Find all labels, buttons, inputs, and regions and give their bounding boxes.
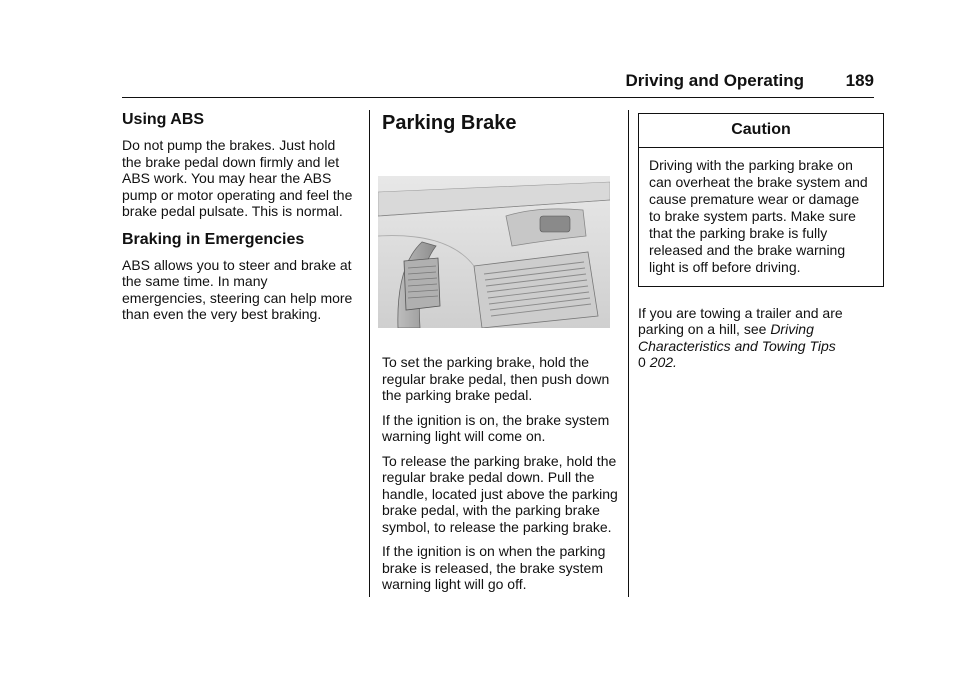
column-divider-right xyxy=(628,110,629,597)
page-reference-symbol: 0 xyxy=(638,354,646,370)
caution-box xyxy=(638,113,884,287)
parking-brake-paragraph-2: If the ignition is on, the brake system warning light will come on. xyxy=(382,411,610,444)
towing-paragraph xyxy=(638,305,882,371)
towing-reference-link[interactable]: Driving Characteristics and Towing Tips xyxy=(638,321,836,354)
towing-reference-suffix: . xyxy=(673,354,677,370)
column-divider-left xyxy=(369,110,370,597)
column-3 xyxy=(638,113,882,379)
header-page-number: 189 xyxy=(845,71,874,90)
header-rule xyxy=(122,97,874,98)
column-2 xyxy=(382,110,618,601)
parking-brake-paragraph-4: If the ignition is on when the parking brake is released, the brake system warning light will go off. xyxy=(382,543,606,592)
header-section-title: Driving and Operating xyxy=(625,71,804,90)
braking-emergencies-text: ABS allows you to steer and brake at the same time. In many emergencies, steering can help more than even the very best braking. xyxy=(122,256,353,322)
parking-brake-paragraph-1: To set the parking brake, hold the regular brake pedal, then push down the parking brake pedal. xyxy=(382,354,610,403)
parking-brake-paragraph-3: To release the parking brake, hold the regular brake pedal down. Pull the handle, located just above the parking brake pedal, with the parking brake symbol, to release the parking brake. xyxy=(382,452,618,535)
parking-brake-pedal-illustration xyxy=(378,176,610,328)
towing-reference-page[interactable]: 202 xyxy=(649,354,674,370)
caution-text: Driving with the parking brake on can overheat the brake system and cause premature wear or damage to brake system parts. Make sure that the parking brake is fully released and the brake warning light is off before driving. xyxy=(649,156,868,275)
parking-brake-heading: Parking Brake xyxy=(382,112,517,134)
using-abs-heading: Using ABS xyxy=(122,111,205,128)
column-1 xyxy=(122,110,354,331)
towing-text: If you are towing a trailer and are parking on a hill, see xyxy=(638,304,843,337)
page-header xyxy=(122,70,874,98)
using-abs-text: Do not pump the brakes. Just hold the brake pedal down firmly and let ABS work. You may hear the ABS pump or motor operating and feel the brake pedal pulsate. This is normal. xyxy=(122,137,353,219)
caution-title: Caution xyxy=(639,114,883,148)
braking-emergencies-heading: Braking in Emergencies xyxy=(122,230,305,248)
